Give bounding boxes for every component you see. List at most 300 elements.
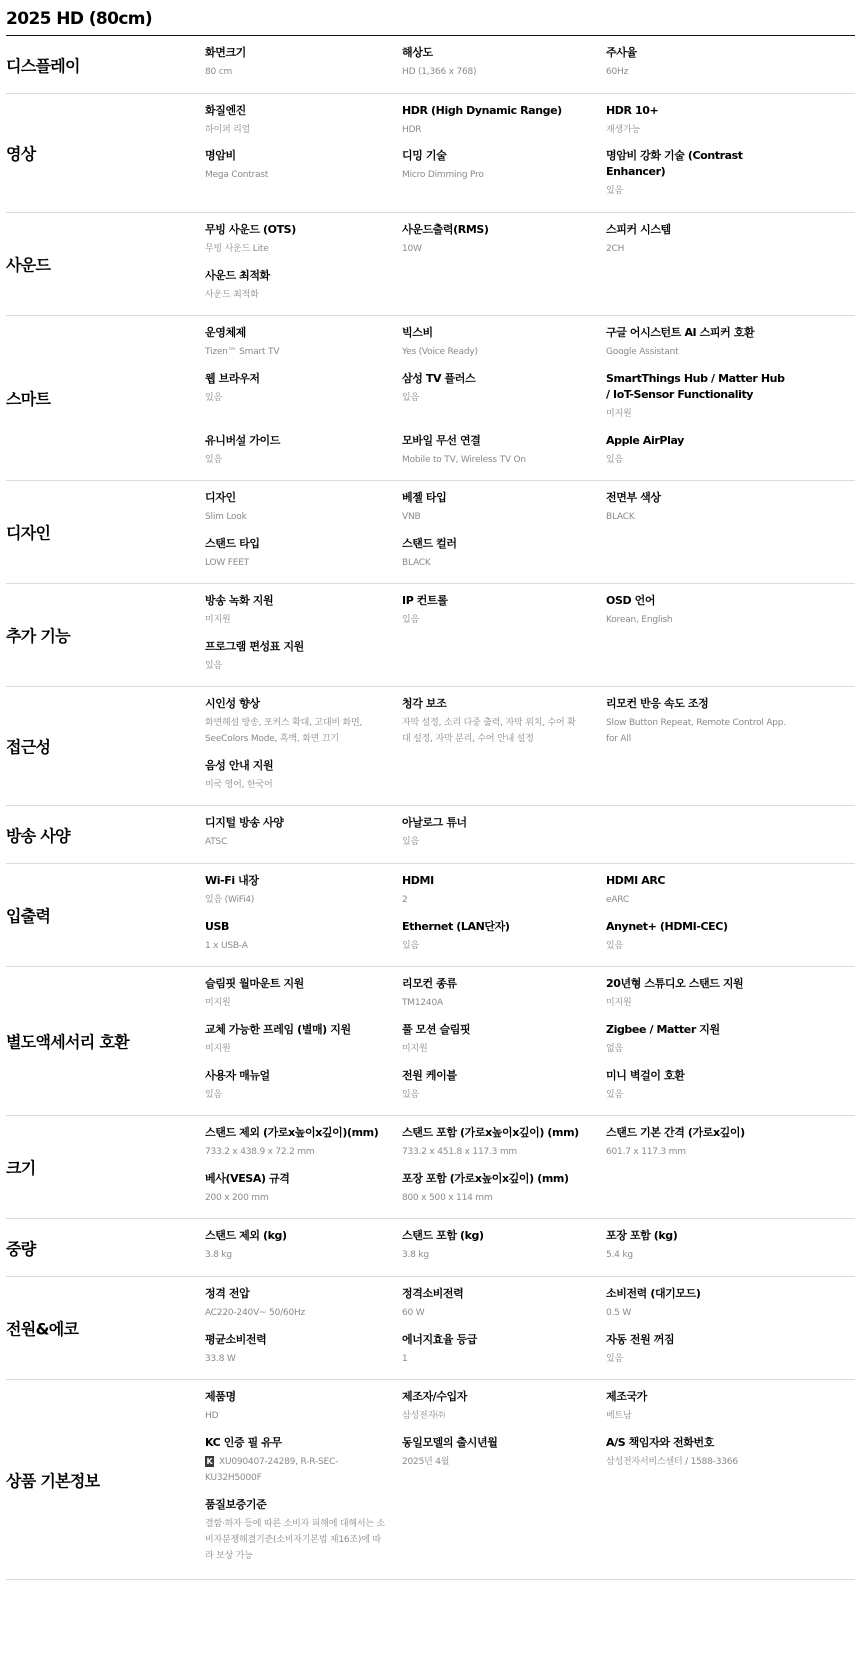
spec-label: Ethernet (LAN단자) [402,920,510,933]
spec-item [606,976,788,1011]
spec-item [205,103,387,138]
spec-item [606,433,788,468]
spec-value-wrap [205,344,387,360]
spec-value-wrap [205,1190,387,1206]
spec-item [402,148,584,183]
spec-label: 포장 포함 (kg) [606,1229,678,1242]
spec-item [205,536,387,571]
spec-label: 삼성 TV 플러스 [402,372,476,385]
spec-value: 200 x 200 mm [205,1193,269,1203]
spec-value: 있음 [402,615,419,625]
spec-value-wrap [205,1351,387,1367]
spec-item [606,593,788,628]
spec-value: 800 x 500 x 114 mm [402,1193,493,1203]
spec-item [606,1435,788,1470]
spec-value: 60Hz [606,67,629,77]
spec-value-wrap [606,1351,788,1367]
spec-value: 3.8 kg [205,1250,232,1260]
spec-item [205,222,387,257]
spec-section [6,806,855,864]
spec-value: 없음 [606,1044,623,1054]
spec-value-wrap [402,1190,584,1206]
section-title: 추가 기능 [6,626,70,646]
spec-item [205,45,387,80]
spec-label: 시인성 향상 [205,697,260,710]
spec-value-wrap [606,241,788,257]
spec-item [205,1332,387,1367]
spec-value: HD [205,1411,219,1421]
spec-item [205,433,387,468]
spec-item [402,976,584,1011]
spec-value-wrap [606,1454,788,1470]
spec-value-wrap [402,344,584,360]
spec-value-wrap [606,1247,788,1263]
spec-label: 주사율 [606,46,637,59]
spec-value: 있음 [402,837,419,847]
spec-value-wrap [402,1041,584,1057]
spec-value: 있음 [606,1090,623,1100]
spec-value-wrap [205,938,387,954]
spec-value: 미지원 [205,615,231,625]
spec-value: 601.7 x 117.3 mm [606,1147,686,1157]
spec-label: 디지털 방송 사양 [205,816,284,829]
spec-label: 운영체제 [205,326,246,339]
spec-value-wrap [402,1305,584,1321]
spec-value: LOW FEET [205,558,249,568]
spec-value-wrap [606,122,788,138]
spec-value: XU090407-24289, R-R-SEC-KU32H5000F [205,1457,339,1483]
spec-item [205,1389,387,1424]
spec-section [6,36,855,94]
spec-label: 스탠드 포함 (kg) [402,1229,484,1242]
spec-item [402,45,584,80]
spec-value-wrap [606,715,788,747]
spec-item [205,1022,387,1057]
spec-label: 교체 가능한 프레임 (별매) 지원 [205,1023,351,1036]
spec-section [6,316,855,481]
spec-label: 스피커 시스템 [606,223,671,236]
spec-item [402,815,584,850]
spec-item [402,371,584,406]
spec-value: 하이퍼 리얼 [205,125,251,135]
spec-item [402,1228,584,1263]
spec-item [205,325,387,360]
spec-value: TM1240A [402,998,443,1008]
spec-label: 스탠드 컬러 [402,537,457,550]
spec-label: 소비전력 (대기모드) [606,1287,701,1300]
spec-value: 미지원 [205,1044,231,1054]
spec-value-wrap [402,1408,584,1424]
spec-item [606,371,788,422]
spec-value-wrap [205,241,387,257]
spec-item [205,639,387,674]
spec-label: 디밍 기술 [402,149,447,162]
section-title: 별도액세서리 호환 [6,1032,129,1052]
spec-value-wrap [402,1144,584,1160]
spec-section [6,864,855,967]
spec-label: 해상도 [402,46,433,59]
spec-value: 있음 (WiFi4) [205,895,255,905]
spec-label: 스탠드 타입 [205,537,260,550]
spec-value: HDR [402,125,422,135]
spec-item [205,919,387,954]
spec-item [606,1228,788,1263]
spec-value-wrap [402,1454,584,1470]
spec-value-wrap [402,1087,584,1103]
spec-section [6,213,855,316]
spec-value: Korean, English [606,615,673,625]
spec-item [606,1068,788,1103]
spec-item [402,536,584,571]
spec-label: 디자인 [205,491,236,504]
spec-label: 프로그램 편성표 지원 [205,640,304,653]
spec-sections [6,36,855,1580]
spec-item [205,1068,387,1103]
spec-label: HDR 10+ [606,104,659,117]
section-title: 디스플레이 [6,56,80,75]
spec-value-wrap [205,658,387,674]
spec-value: 1 x USB-A [205,941,248,951]
spec-value-wrap [205,1408,387,1424]
section-title: 전원&에코 [6,1319,79,1339]
spec-section [6,1380,855,1580]
spec-value: 60 W [402,1308,425,1318]
spec-value-wrap [205,509,387,525]
spec-label: 스탠드 포함 (가로x높이x깊이) (mm) [402,1126,579,1139]
spec-label: 구글 어시스턴트 AI 스피커 호환 [606,326,755,339]
spec-item [402,1435,584,1470]
spec-value-wrap [606,183,788,199]
spec-value-wrap [205,715,387,747]
spec-label: 제조국가 [606,1390,647,1403]
spec-value: 5.4 kg [606,1250,633,1260]
spec-value: 있음 [402,393,419,403]
spec-label: 자동 전원 꺼짐 [606,1333,675,1346]
spec-label: USB [205,920,230,933]
spec-value-wrap [606,612,788,628]
spec-value: 2 [402,895,408,905]
spec-label: 동일모델의 출시년월 [402,1436,498,1449]
spec-value-wrap [402,555,584,571]
spec-item [402,1125,584,1160]
spec-label: IP 컨트롤 [402,594,448,607]
spec-section [6,1219,855,1277]
spec-value: 미지원 [606,998,632,1008]
spec-value-wrap [402,64,584,80]
spec-value-wrap [205,892,387,908]
spec-section [6,584,855,687]
spec-value-wrap [402,892,584,908]
page-title: 2025 HD (80cm) [6,0,855,36]
spec-value: Yes (Voice Ready) [402,347,478,357]
spec-value-wrap [606,64,788,80]
spec-value-wrap [205,1305,387,1321]
spec-item [606,1286,788,1321]
spec-value-wrap [606,344,788,360]
spec-label: 화면크기 [205,46,246,59]
spec-value-wrap [205,1454,387,1486]
spec-item [606,873,788,908]
spec-label: 스탠드 제외 (가로x높이x깊이)(mm) [205,1126,379,1139]
spec-value: 화면해설 방송, 포커스 확대, 고대비 화면, SeeColors Mode, 흑백, 화면 끄기 [205,718,363,744]
spec-value: 0.5 W [606,1308,632,1318]
spec-item [205,1286,387,1321]
spec-value-wrap [205,834,387,850]
spec-label: 에너지효율 등급 [402,1333,478,1346]
spec-value: 733.2 x 438.9 x 72.2 mm [205,1147,315,1157]
spec-label: 사운드 최적화 [205,269,270,282]
spec-label: OSD 언어 [606,594,656,607]
section-title: 스마트 [6,389,51,409]
spec-item [606,1022,788,1057]
spec-value-wrap [606,892,788,908]
kc-certification-icon: K [206,1457,213,1466]
spec-label: 음성 안내 지원 [205,759,274,772]
spec-value: HD (1,366 x 768) [402,67,477,77]
spec-label: 사용자 매뉴얼 [205,1069,270,1082]
spec-item [205,593,387,628]
spec-item [402,1332,584,1367]
spec-value: 있음 [205,661,222,671]
spec-item [205,758,387,793]
spec-value-wrap [402,938,584,954]
spec-item [205,490,387,525]
spec-value-wrap [606,995,788,1011]
spec-value: 사운드 최적화 [205,290,259,300]
spec-value: 무빙 사운드 Lite [205,244,269,254]
section-title: 중량 [6,1239,36,1258]
spec-label: 리모컨 종류 [402,977,457,990]
spec-value-wrap [205,777,387,793]
spec-label: Zigbee / Matter 지원 [606,1023,720,1036]
spec-value: eARC [606,895,629,905]
spec-value: 2CH [606,244,625,254]
spec-item [205,1228,387,1263]
spec-item [606,325,788,360]
spec-value-wrap [606,1041,788,1057]
spec-value: Slow Button Repeat, Remote Control App. for All [606,718,786,744]
spec-value-wrap [606,1144,788,1160]
spec-item [402,873,584,908]
spec-value-wrap [402,1351,584,1367]
spec-item [205,371,387,406]
spec-item [402,103,584,138]
spec-value: 있음 [606,186,623,196]
spec-value: 있음 [402,941,419,951]
spec-label: 아날로그 튜너 [402,816,467,829]
spec-label: 풀 모션 슬림핏 [402,1023,471,1036]
spec-value: BLACK [402,558,431,568]
spec-item [205,696,387,747]
spec-value: 미지원 [606,409,632,419]
spec-value-wrap [402,834,584,850]
spec-item [402,696,584,747]
section-title: 디자인 [6,523,51,543]
spec-label: SmartThings Hub / Matter Hub / IoT-Sensor Functionality [606,372,785,401]
spec-label: 유니버설 가이드 [205,434,281,447]
spec-value-wrap [205,452,387,468]
spec-value: 있음 [205,455,222,465]
spec-value: 삼성전자서비스센터 / 1588-3366 [606,1457,738,1467]
spec-value-wrap [205,122,387,138]
spec-value: 80 cm [205,67,233,77]
spec-item [606,490,788,525]
spec-value: 재생가능 [606,125,640,135]
spec-item [606,696,788,747]
spec-item [205,1171,387,1206]
spec-label: 슬림핏 월마운트 지원 [205,977,304,990]
spec-label: 전면부 색상 [606,491,661,504]
spec-label: 청각 보조 [402,697,447,710]
spec-section [6,1277,855,1380]
spec-value: Micro Dimming Pro [402,170,484,180]
spec-label: 화질엔진 [205,104,246,117]
spec-label: 웹 브라우저 [205,372,260,385]
spec-value: 1 [402,1354,408,1364]
spec-value: 있음 [205,393,222,403]
spec-value-wrap [402,122,584,138]
spec-item [606,45,788,80]
spec-label: 제조자/수입자 [402,1390,467,1403]
spec-section [6,1116,855,1219]
spec-value: ATSC [205,837,228,847]
spec-value: 결함·하자 등에 따른 소비자 피해에 대해서는 소비자분쟁해결기준(소비자기본법 제16조)에 따라 보상 가능 [205,1519,386,1561]
spec-label: 베사(VESA) 규격 [205,1172,290,1185]
spec-value-wrap [205,287,387,303]
spec-value: 3.8 kg [402,1250,429,1260]
section-title: 방송 사양 [6,826,70,845]
spec-item [402,1389,584,1424]
spec-item [402,433,584,468]
spec-label: 평균소비전력 [205,1333,267,1346]
spec-value-wrap [402,715,584,747]
spec-item [402,222,584,257]
spec-item [606,1389,788,1424]
spec-label: 무빙 사운드 (OTS) [205,223,296,236]
spec-value: 733.2 x 451.8 x 117.3 mm [402,1147,517,1157]
spec-label: 빅스비 [402,326,433,339]
spec-label: HDMI ARC [606,874,666,887]
spec-value-wrap [402,452,584,468]
spec-label: 방송 녹화 지원 [205,594,274,607]
spec-label: 명암비 [205,149,236,162]
spec-label: Anynet+ (HDMI-CEC) [606,920,728,933]
spec-value-wrap [402,509,584,525]
spec-value-wrap [205,995,387,1011]
spec-item [606,222,788,257]
spec-value-wrap [205,1247,387,1263]
spec-value: 있음 [402,1090,419,1100]
spec-value-wrap [205,64,387,80]
spec-value-wrap [606,1408,788,1424]
spec-value-wrap [402,390,584,406]
spec-item [402,490,584,525]
spec-item [606,1125,788,1160]
spec-label: 제품명 [205,1390,236,1403]
spec-label: 전원 케이블 [402,1069,457,1082]
spec-value: AC220-240V~ 50/60Hz [205,1308,306,1318]
spec-value: Google Assistant [606,347,679,357]
spec-label: Apple AirPlay [606,434,684,447]
section-title: 상품 기본정보 [6,1471,100,1490]
spec-item [402,325,584,360]
spec-item [606,103,788,138]
spec-label: 스탠드 기본 간격 (가로x깊이) [606,1126,745,1139]
spec-value: 미지원 [205,998,231,1008]
spec-item [606,1332,788,1367]
spec-label: 사운드출력(RMS) [402,223,489,236]
spec-value: 미지원 [402,1044,428,1054]
spec-value: Mega Contrast [205,170,269,180]
spec-label: Wi-Fi 내장 [205,874,259,887]
spec-value-wrap [205,555,387,571]
spec-item [205,873,387,908]
spec-item [205,268,387,303]
spec-value-wrap [606,509,788,525]
spec-label: 명암비 강화 기술 (Contrast Enhancer) [606,149,743,178]
spec-value-wrap [205,1041,387,1057]
spec-label: 베젤 타입 [402,491,447,504]
spec-value-wrap [402,612,584,628]
spec-label: 스탠드 제외 (kg) [205,1229,287,1242]
spec-item [606,919,788,954]
spec-value: 있음 [606,455,623,465]
spec-value: 자막 설정, 소리 다중 출력, 자막 위치, 수어 확대 설정, 자막 분리, 수어 안내 설정 [402,718,576,744]
spec-value-wrap [205,1516,387,1564]
spec-value: VNB [402,512,421,522]
spec-item [205,148,387,183]
spec-value-wrap [606,938,788,954]
spec-value-wrap [205,1087,387,1103]
spec-item [402,1286,584,1321]
section-title: 입출력 [6,906,51,926]
spec-value: 있음 [606,1354,623,1364]
spec-item [402,1171,584,1206]
spec-value-wrap [402,167,584,183]
spec-label: A/S 책임자와 전화번호 [606,1436,714,1449]
spec-label: 20년형 스튜디오 스탠드 지원 [606,977,744,990]
spec-section [6,967,855,1116]
spec-value: 미국 영어, 한국어 [205,780,273,790]
spec-value-wrap [402,995,584,1011]
spec-value-wrap [205,1144,387,1160]
spec-label: 리모컨 반응 속도 조정 [606,697,709,710]
spec-label: HDR (High Dynamic Range) [402,104,562,117]
section-title: 접근성 [6,737,51,757]
spec-value: Slim Look [205,512,247,522]
spec-value: Tizen™ Smart TV [205,347,280,357]
spec-value: 33.8 W [205,1354,236,1364]
section-title: 영상 [6,144,36,164]
spec-label: KC 인증 필 유무 [205,1436,282,1449]
section-title: 크기 [6,1158,36,1178]
spec-value-wrap [606,452,788,468]
spec-label: 모바일 무선 연결 [402,434,481,447]
spec-value: 10W [402,244,422,254]
spec-value: 있음 [606,941,623,951]
spec-value-wrap [606,1087,788,1103]
spec-value: 베트남 [606,1411,632,1421]
spec-item [402,919,584,954]
spec-value-wrap [205,390,387,406]
spec-value: Mobile to TV, Wireless TV On [402,455,526,465]
spec-item [402,1068,584,1103]
spec-value-wrap [402,241,584,257]
spec-label: HDMI [402,874,434,887]
spec-item [402,1022,584,1057]
section-title: 사운드 [6,255,51,275]
spec-section [6,481,855,584]
